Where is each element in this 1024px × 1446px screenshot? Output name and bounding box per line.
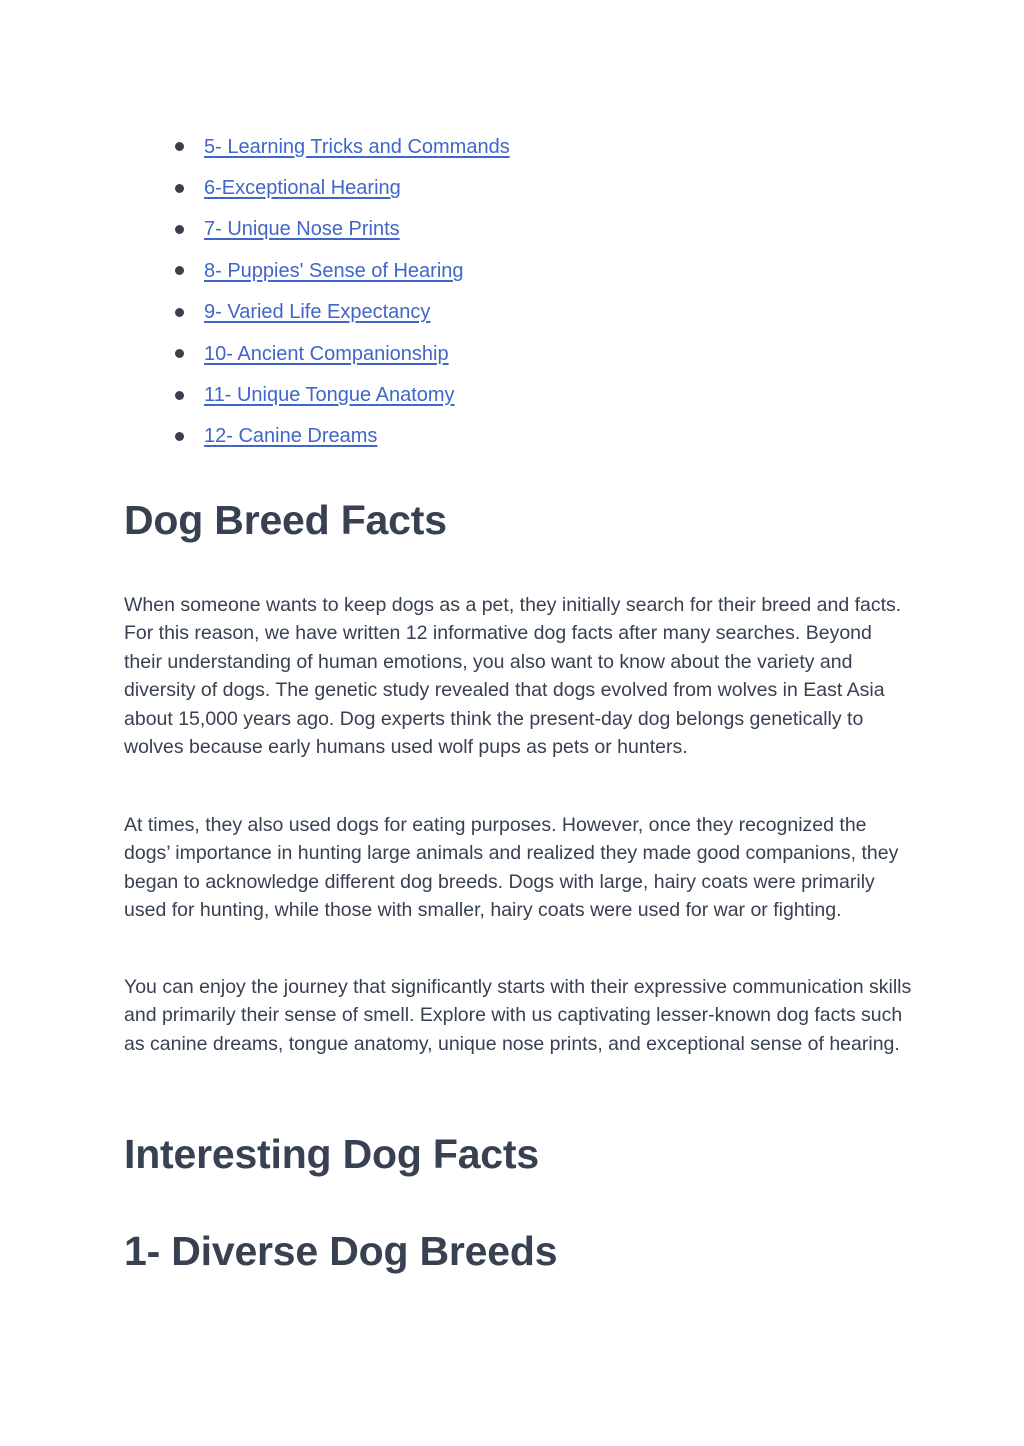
- paragraph-history: At times, they also used dogs for eating purposes. However, once they recognized the dogs’ importance in hunting large animals and realized they made good companions, they began to acknowledge different dog breeds. Dogs with large, hairy coats were primarily used for hunting, while those with smaller, hairy coats were used for war or fighting.: [124, 814, 899, 922]
- bullet-icon: [175, 225, 184, 234]
- paragraph-intro: When someone wants to keep dogs as a pet, they initially search for their breed and facts. For this reason, we have written 12 informative dog facts after many searches. Beyond their understanding of human emotions, you also want to know about the variety and diversity of dogs. The genetic study revealed that dogs evolved from wolves in East Asia about 15,000 years ago. Dog experts think the present-day dog belongs genetically to wolves because early humans used wolf pups as pets or hunters.: [124, 594, 902, 759]
- bullet-icon: [175, 391, 184, 400]
- bullet-icon: [175, 432, 184, 441]
- toc-item[interactable]: [170, 126, 510, 167]
- bullet-icon: [175, 184, 184, 193]
- toc-link[interactable]: 12- Canine Dreams: [204, 425, 378, 448]
- bullet-icon: [175, 308, 184, 317]
- toc-item[interactable]: [170, 209, 510, 250]
- toc-link[interactable]: 7- Unique Nose Prints: [204, 218, 400, 241]
- toc-item[interactable]: [170, 292, 510, 333]
- toc-link[interactable]: 6-Exceptional Hearing: [204, 177, 401, 200]
- toc-link[interactable]: 8- Puppies' Sense of Hearing: [204, 259, 464, 282]
- toc-link[interactable]: 11- Unique Tongue Anatomy: [204, 384, 455, 407]
- toc-link[interactable]: 9- Varied Life Expectancy: [204, 301, 431, 324]
- bullet-icon: [175, 349, 184, 358]
- heading-interesting-dog-facts: Interesting Dog Facts: [124, 1131, 539, 1177]
- paragraph-explore: You can enjoy the journey that significantly starts with their expressive communication skills and primarily their sense of smell. Explore with us captivating lesser-known dog facts such as canine dreams, tongue anatomy, unique nose prints, and exceptional sense of hearing.: [124, 976, 912, 1055]
- bullet-icon: [175, 142, 184, 151]
- heading-diverse-dog-breeds: 1- Diverse Dog Breeds: [124, 1228, 558, 1274]
- toc-item[interactable]: [170, 374, 510, 415]
- toc-item[interactable]: [170, 416, 510, 457]
- toc-item[interactable]: [170, 333, 510, 374]
- toc-link[interactable]: 10- Ancient Companionship: [204, 342, 449, 365]
- table-of-contents: [170, 126, 510, 457]
- toc-item[interactable]: [170, 167, 510, 208]
- toc-item[interactable]: [170, 250, 510, 291]
- heading-dog-breed-facts: Dog Breed Facts: [124, 497, 447, 543]
- bullet-icon: [175, 266, 184, 275]
- toc-link[interactable]: 5- Learning Tricks and Commands: [204, 135, 510, 158]
